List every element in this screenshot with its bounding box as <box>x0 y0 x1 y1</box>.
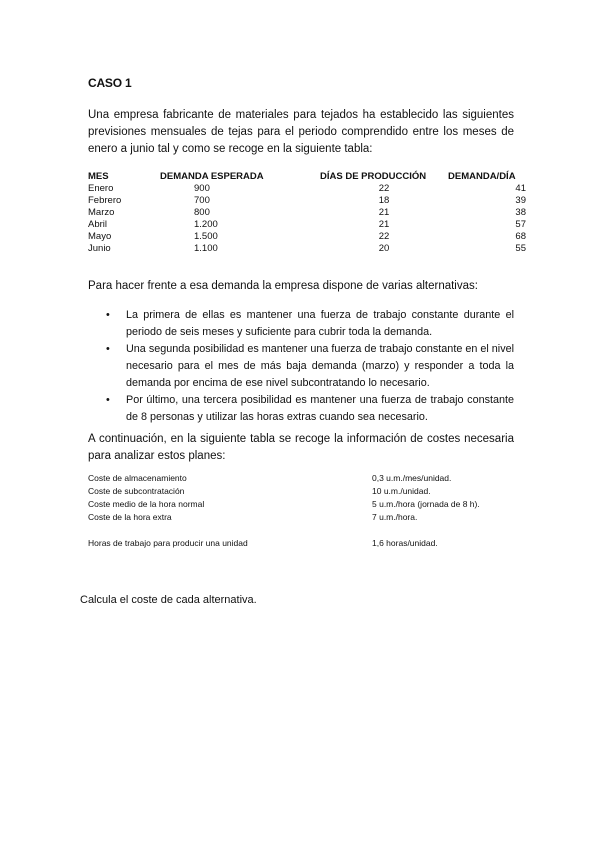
cost-label: Coste de la hora extra <box>88 512 172 522</box>
table-row <box>88 231 550 243</box>
header-demanda-esperada: DEMANDA ESPERADA <box>160 170 264 182</box>
month-cell: Febrero <box>88 195 122 206</box>
case-title: CASO 1 <box>88 76 132 90</box>
demand-cell: 1.200 <box>194 219 218 230</box>
table-row <box>88 243 550 255</box>
demand-cell: 1.100 <box>194 243 218 254</box>
spacer-row <box>88 524 532 537</box>
header-dias-produccion: DÍAS DE PRODUCCIÓN <box>320 170 427 182</box>
days-cell: 21 <box>378 219 390 230</box>
demand-cell: 700 <box>194 195 210 206</box>
days-cell: 20 <box>378 243 390 254</box>
table-row <box>88 219 550 231</box>
hours-value: 1,6 horas/unidad. <box>372 538 438 548</box>
demand-cell: 800 <box>194 207 210 218</box>
bullet-icon: • <box>106 343 110 355</box>
daily-demand-cell: 57 <box>515 219 526 230</box>
alternatives-list <box>106 307 514 426</box>
list-item <box>106 341 514 392</box>
table-row <box>88 485 532 498</box>
month-cell: Junio <box>88 243 111 254</box>
alternative-text: La primera de ellas es mantener una fuerza de trabajo constante durante el periodo de seis meses y suficiente para cubrir toda la demanda. <box>126 309 514 338</box>
header-demanda-dia: DEMANDA/DÍA <box>448 170 516 182</box>
demand-table-header <box>88 170 550 183</box>
cost-label: Coste de almacenamiento <box>88 473 187 483</box>
daily-demand-cell: 68 <box>515 231 526 242</box>
demand-table <box>88 170 550 255</box>
bullet-icon: • <box>106 394 110 406</box>
daily-demand-cell: 39 <box>515 195 526 206</box>
month-cell: Marzo <box>88 207 115 218</box>
closing-instruction: Calcula el coste de cada alternativa. <box>80 594 257 606</box>
daily-demand-cell: 38 <box>515 207 526 218</box>
daily-demand-cell: 55 <box>515 243 526 254</box>
hours-label: Horas de trabajo para producir una unidad <box>88 538 248 548</box>
alternative-text: Por último, una tercera posibilidad es mantener una fuerza de trabajo constante de 8 personas y utilizar las horas extras cuando sea necesario. <box>126 394 514 423</box>
table-row <box>88 207 550 219</box>
days-cell: 18 <box>378 195 390 206</box>
costs-table <box>88 472 532 550</box>
alternatives-intro: Para hacer frente a esa demanda la empresa dispone de varias alternativas: <box>88 280 478 292</box>
demand-cell: 900 <box>194 183 210 194</box>
month-cell: Mayo <box>88 231 112 242</box>
cost-label: Coste medio de la hora normal <box>88 499 205 509</box>
days-cell: 22 <box>378 231 390 242</box>
days-cell: 21 <box>378 207 390 218</box>
header-mes: MES <box>88 170 109 182</box>
days-cell: 22 <box>378 183 390 194</box>
intro-paragraph: Una empresa fabricante de materiales para tejados ha establecido las siguientes previsiones mensuales de tejas para el periodo comprendido entre los meses de enero a junio tal y como se recoge en la siguiente tabla: <box>88 109 514 155</box>
alternative-text: Una segunda posibilidad es mantener una fuerza de trabajo constante en el nivel necesario para el mes de más baja demanda (marzo) y responder a toda la demanda por encima de ese nivel subcontratando lo necesario. <box>126 343 514 389</box>
cost-value: 0,3 u.m./mes/unidad. <box>372 473 452 483</box>
month-cell: Enero <box>88 183 114 194</box>
table-row <box>88 472 532 485</box>
table-row <box>88 537 532 550</box>
table-row <box>88 511 532 524</box>
cost-value: 7 u.m./hora. <box>372 512 418 522</box>
cost-value: 10 u.m./unidad. <box>372 486 431 496</box>
month-cell: Abril <box>88 219 108 230</box>
bullet-icon: • <box>106 309 110 321</box>
cost-label: Coste de subcontratación <box>88 486 185 496</box>
table-row <box>88 183 550 195</box>
table-row <box>88 498 532 511</box>
daily-demand-cell: 41 <box>515 183 526 194</box>
table-row <box>88 195 550 207</box>
list-item <box>106 307 514 341</box>
demand-cell: 1.500 <box>194 231 218 242</box>
cost-value: 5 u.m./hora (jornada de 8 h). <box>372 499 480 509</box>
costs-intro: A continuación, en la siguiente tabla se recoge la información de costes necesaria para analizar estos planes: <box>88 433 514 462</box>
list-item <box>106 392 514 426</box>
